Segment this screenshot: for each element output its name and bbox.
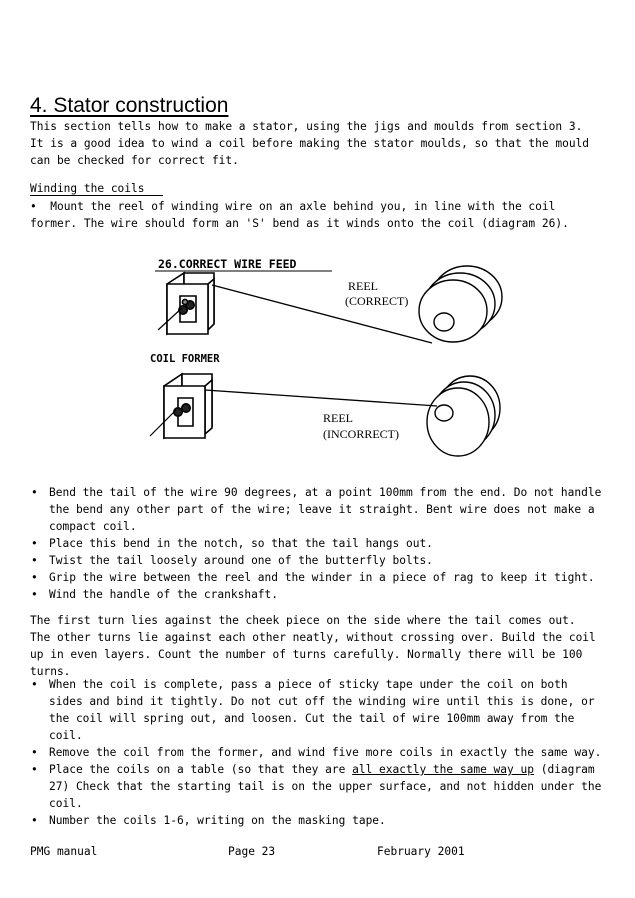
list-item: • When the coil is complete, pass a piece of sticky tape under the coil on both sides and bind it tightly. Do not cut off the winding wire until this is done, or the coil will spring out, and loosen. Cut the tail of wire 100mm away from the coil. xyxy=(30,676,602,744)
list-item: • Number the coils 1-6, writing on the masking tape. xyxy=(30,812,602,829)
reel-correct-sub: (CORRECT) xyxy=(345,294,409,308)
place-text-after: (diagram 27) Check that the starting tail is on the upper surface, and not hidden under the coil. xyxy=(49,763,602,810)
winding-heading-text: Winding the coils xyxy=(30,182,163,196)
list-item: • Remove the coil from the former, and wind five more coils in exactly the same way. xyxy=(30,744,602,761)
finishing-steps-list xyxy=(30,676,602,829)
coil-former-incorrect xyxy=(164,374,212,438)
bullet-mark: • xyxy=(30,200,51,213)
place-text-underlined: all exactly the same way up xyxy=(352,763,534,776)
footer-left: PMG manual xyxy=(30,845,98,858)
mount-reel-text: Mount the reel of winding wire on an axle behind you, in line with the coil former. The wire should form an 'S' bend as it winds onto the coil (diagram 26). xyxy=(30,200,569,230)
diagram-title: 26.CORRECT WIRE FEED xyxy=(158,257,297,271)
list-item: • Twist the tail loosely around one of the butterfly bolts. xyxy=(30,552,602,569)
coil-former-correct xyxy=(167,273,214,334)
reel-correct-label: REEL xyxy=(348,279,378,293)
list-item: • Wind the handle of the crankshaft. xyxy=(30,586,602,603)
section-title: 4. Stator construction xyxy=(30,94,229,117)
place-text-before: Place the coils on a table (so that they are xyxy=(49,763,353,776)
list-item: • Grip the wire between the reel and the winder in a piece of rag to keep it tight. xyxy=(30,569,602,586)
reel-correct xyxy=(419,266,502,342)
coil-former-label: COIL FORMER xyxy=(150,353,220,365)
footer-date: February 2001 xyxy=(377,845,465,858)
reel-incorrect xyxy=(427,376,500,456)
list-item: • Place this bend in the notch, so that the tail hangs out. xyxy=(30,535,602,552)
first-turn-paragraph: The first turn lies against the cheek piece on the side where the tail comes out. The other turns lie against each other neatly, without crossing over. Build the coil up in even layers. Count the number of turns carefully. Normally there will be 100 turns. xyxy=(30,614,596,678)
intro-paragraph: This section tells how to make a stator, using the jigs and moulds from section 3. It is a good idea to wind a coil before making the stator moulds, so that the mould can be checked for correct fit. xyxy=(30,120,590,167)
winding-steps-list xyxy=(30,484,602,603)
list-item: • Bend the tail of the wire 90 degrees, at a point 100mm from the end. Do not handle the bend any other part of the wire; leave it straight. Bent wire does not make a compact coil. xyxy=(30,484,602,535)
wire-feed-incorrect xyxy=(205,390,437,406)
list-item xyxy=(30,761,602,812)
reel-incorrect-label: REEL xyxy=(323,411,353,425)
reel-incorrect-sub: (INCORRECT) xyxy=(323,427,399,441)
footer-page-number: Page 23 xyxy=(228,845,276,858)
